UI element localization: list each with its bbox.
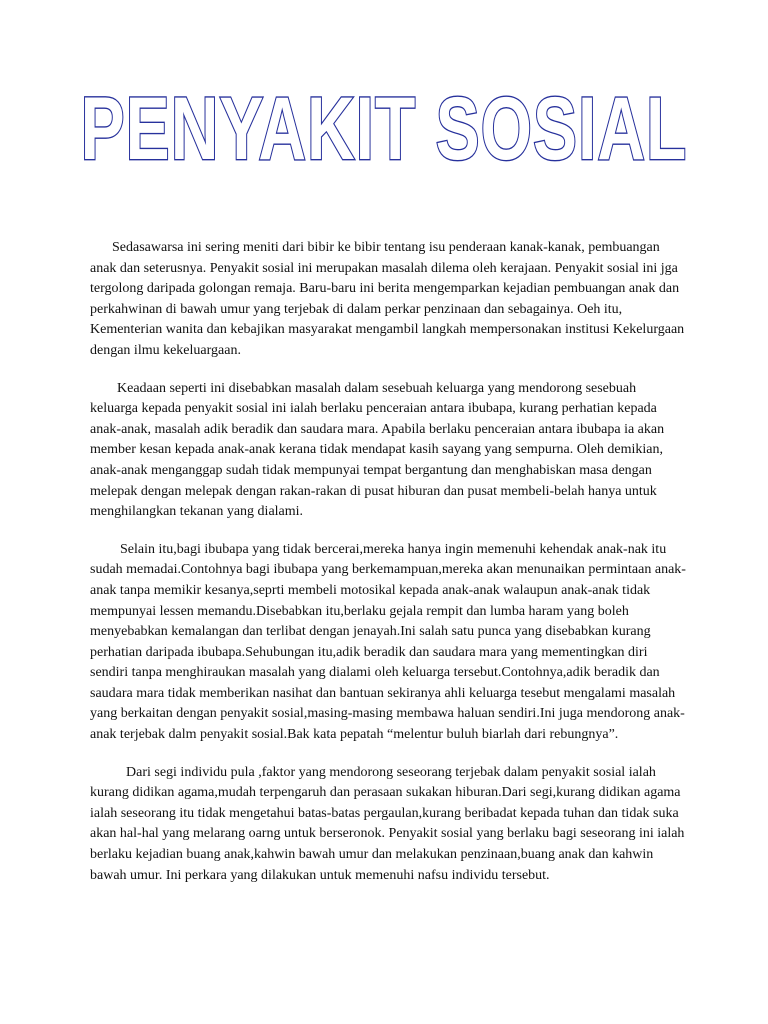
document-body: [90, 238, 686, 903]
paragraph-4: Dari segi individu pula ,faktor yang mendorong seseorang terjebak dalam penyakit sosial ialah kurang didikan agama,mudah terpengaruh dan perasaan sukakan hiburan.Dari segi,kurang didikan agama ialah seseorang itu tidak mengetahui batas-batas pergaulan,kurang beribadat kepada tuhan dan tidak suka akan hal-hal yang melarang oarng untuk berseronok. Penyakit sosial yang berlaku bagi seseorang ini ialah berlaku kejadian buang anak,kahwin bawah umur dan melakukan penzinaan,buang anak dan kahwin bawah umur. Ini perkara yang dilakukan untuk memenuhi nafsu individu tersebut.: [90, 764, 685, 883]
paragraph-2: Keadaan seperti ini disebabkan masalah dalam sesebuah keluarga yang mendorong sesebuah keluarga kepada penyakit sosial ini ialah berlaku penceraian antara ibubapa, kurang perhatian kepada anak-anak, masalah adik beradik dan saudara mara. Apabila berlaku penceraian antara ibubapa ia akan member kesan kepada anak-anak kerana tidak mendapat kasih sayang yang sempurna. Oleh demikian, anak-anak menganggap sudah tidak mempunyai tempat bergantung dan menghabiskan masa dengan melepak dengan melepak dengan rakan-rakan di pusat hiburan dan pusat membeli-belah hanya untuk menghilangkan tekanan yang dialami.: [90, 380, 665, 520]
paragraph-1: Sedasawarsa ini sering meniti dari bibir ke bibir tentang isu penderaan kanak-kanak, pembuangan anak dan seterusnya. Penyakit sosial ini merupakan masalah dilema oleh kerajaan. Penyakit sosial ini jga tergolong daripada golongan remaja. Baru-baru ini berita mengemparkan kejadian pembuangan anak dan perkahwinan di bawah umur yang terjebak di dalam perkar penzinaan dan sebagainya. Oeh itu, Kementerian wanita dan kebajikan masyarakat mengambil langkah mempersonakan institusi Kekelurgaan dengan ilmu kekeluargaan.: [90, 240, 685, 358]
paragraph-3: Selain itu,bagi ibubapa yang tidak bercerai,mereka hanya ingin memenuhi kehendak anak-nak itu sudah memadai.Contohnya bagi ibubapa yang berkemampuan,mereka akan menunaikan permintaan anak-anak tanpa memikir kesanya,seprti membeli motosikal kepada anak-anak walaupun anak-anak tidak mempunyai lessen memandu.Disebabkan itu,berlaku gejala rempit dan lumba haram yang boleh menyebabkan kemalangan dan terlibat dengan jenayah.Ini salah satu punca yang disebabkan kurang perhatian daripada ibubapa.Sehubungan itu,adik beradik dan saudara mara yang mementingkan diri sendiri tanpa menghiraukan masalah yang dialami oleh keluarga tersebut.Contohnya,adik beradik dan saudara mara tidak memberikan nasihat dan bantuan sekiranya ahli keluarga tesebut mengalami masalah yang berkaitan dengan penyakit sosial,masing-masing membawa haluan sendiri.Ini juga mendorong anak-anak terjebak dalm penyakit sosial.Bak kata pepatah “melentur buluh biarlah dari rebungnya”.: [90, 541, 686, 743]
document-title: PENYAKIT SOSIAL: [80, 78, 688, 178]
